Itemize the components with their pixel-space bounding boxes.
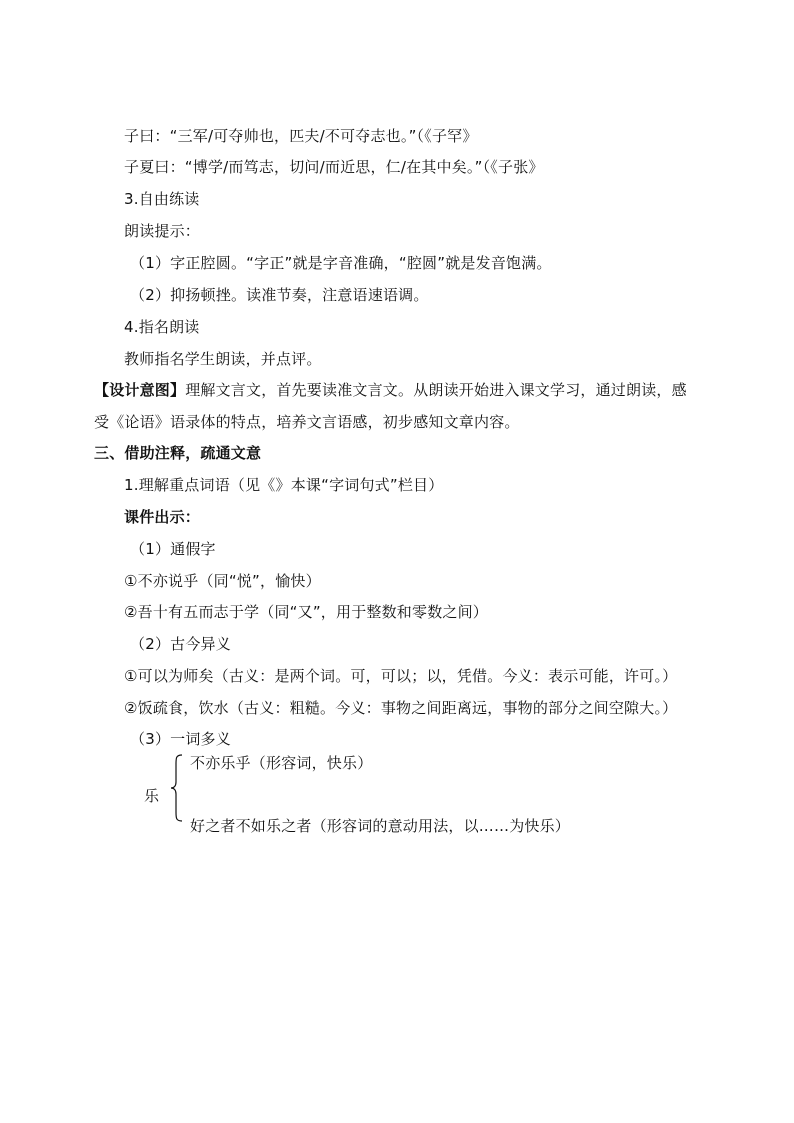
design-intent-line-1 bbox=[94, 380, 687, 400]
teacher-instruction: 教师指名学生朗读，并点评。 bbox=[124, 350, 322, 368]
curly-brace-icon bbox=[170, 754, 184, 822]
reading-tip-1: （1）字正腔圆。“字正”就是字音准确，“腔圆”就是发音饱满。 bbox=[130, 254, 552, 272]
quote-zihan: 子曰：“三军/可夺帅也，匹夫/不可夺志也。”（《子罕》 bbox=[124, 127, 478, 145]
reading-tips-label: 朗读提示： bbox=[124, 222, 201, 240]
reading-tip-2: （2）抑扬顿挫。读准节奏，注意语速语调。 bbox=[130, 286, 429, 304]
polysemy-character: 乐 bbox=[144, 787, 160, 805]
section-three-heading: 三、借助注释，疏通文意 bbox=[94, 444, 262, 462]
gujin-example-2: ②饭疏食，饮水（古义：粗糙。今义：事物之间距离远，事物的部分之间空隙大。） bbox=[124, 699, 678, 717]
design-intent-line-2: 受《论语》语录体的特点，培养文言语感，初步感知文章内容。 bbox=[94, 413, 520, 431]
polysemy-meaning-2: 好之者不如乐之者（形容词的意动用法，以……为快乐） bbox=[190, 817, 571, 835]
design-intent-text-1: 理解文言文，首先要读准文言文。从朗读开始进入课文学习，通过朗读，感 bbox=[185, 381, 687, 399]
gujin-example-1: ①可以为师矣（古义：是两个词。可，可以；以，凭借。今义：表示可能，许可。） bbox=[124, 667, 678, 685]
courseware-label: 课件出示： bbox=[124, 508, 201, 526]
sub-heading-tongjiazi: （1）通假字 bbox=[130, 540, 216, 558]
polysemy-meaning-1: 不亦乐乎（形容词，快乐） bbox=[190, 754, 373, 772]
sub-heading-polysemy: （3）一词多义 bbox=[130, 730, 231, 748]
quote-zizhang: 子夏曰：“博学/而笃志，切问/而近思，仁/在其中矣。”（《子张》 bbox=[124, 158, 544, 176]
design-intent-label: 【设计意图】 bbox=[94, 381, 186, 399]
item-key-words: 1.理解重点词语（见《》本课“字词句式”栏目） bbox=[124, 476, 444, 494]
sub-heading-gujin: （2）古今异义 bbox=[130, 635, 231, 653]
tongjiazi-example-2: ②吾十有五而志于学（同“又”，用于整数和零数之间） bbox=[124, 603, 488, 621]
step-named-reading: 4.指名朗读 bbox=[124, 318, 200, 336]
step-free-reading: 3.自由练读 bbox=[124, 190, 200, 208]
tongjiazi-example-1: ①不亦说乎（同“悦”，愉快） bbox=[124, 572, 321, 590]
